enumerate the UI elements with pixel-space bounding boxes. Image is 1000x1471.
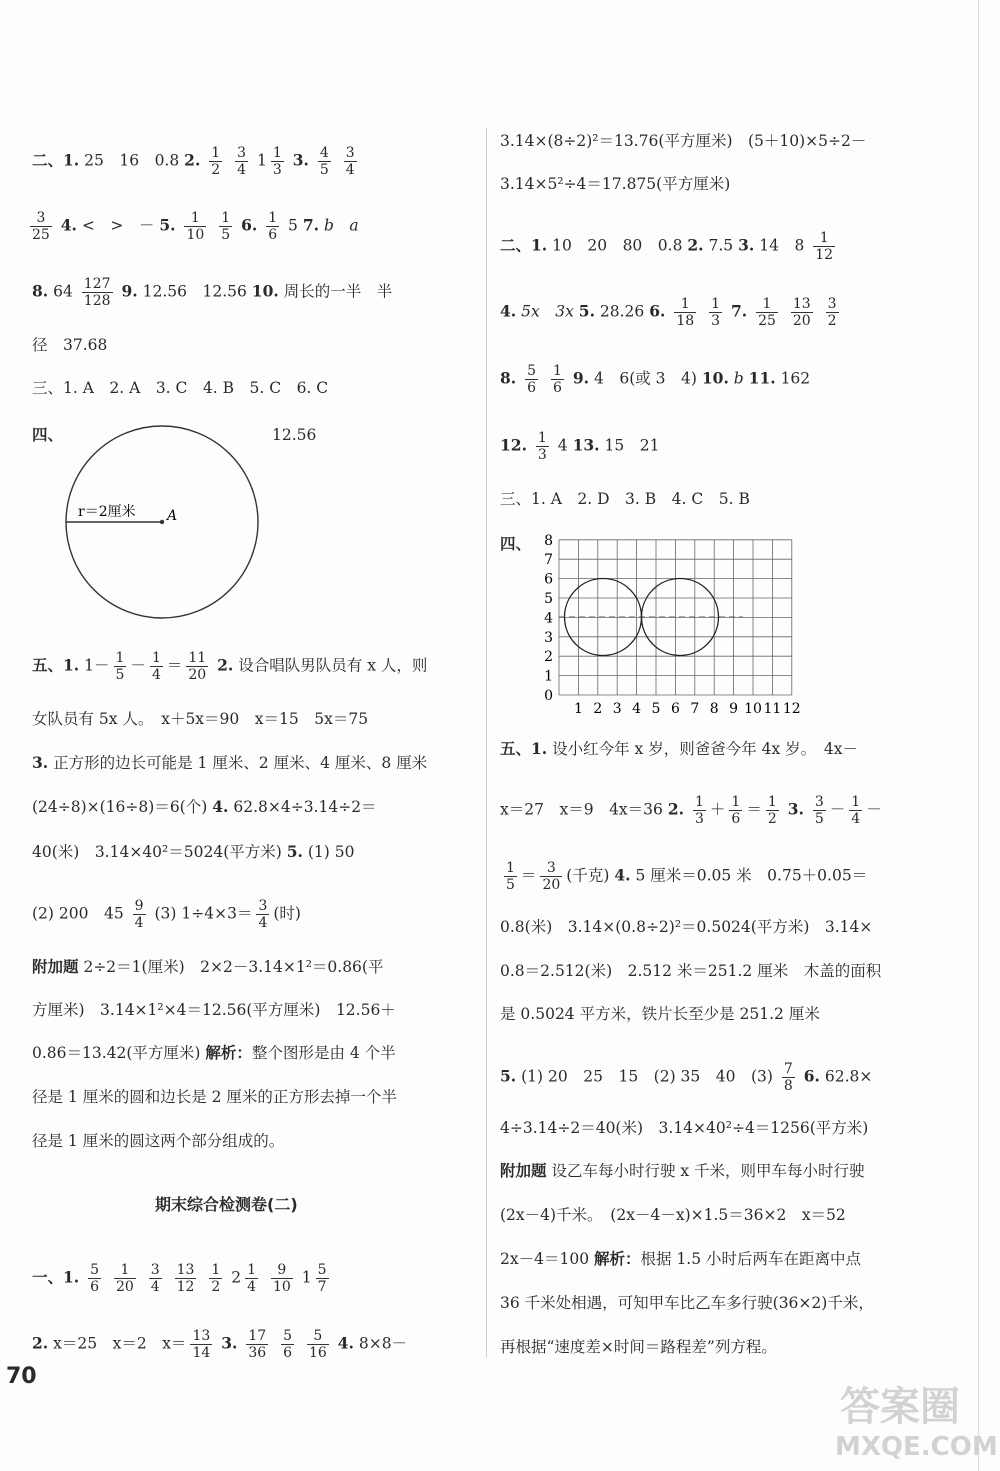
fraction: $\frac{3}{4}$ (258, 898, 268, 931)
fraction: $\frac{7}{8}$ (783, 1061, 793, 1094)
x-tick-label: 11 (763, 701, 782, 717)
answer-text: ＋ (709, 800, 726, 819)
q-label: 2. (184, 150, 201, 170)
q-label: 3. (221, 1333, 238, 1353)
answer-text: － (866, 800, 882, 819)
answer-line: 再根据“速度差×时间＝路程差”列方程。 (500, 1338, 777, 1356)
answer-text: 62.8×4÷3.14÷2＝ (233, 798, 377, 816)
answer-text: 12.56 12.56 (142, 282, 247, 301)
answer-text: 正方形的边长可能是 1 厘米、2 厘米、4 厘米、8 厘米 (53, 754, 428, 772)
x-axis-labels (574, 701, 801, 717)
fraction: $\frac{1}{3}$ (272, 145, 282, 178)
answer-text: x＝27 x＝9 4x＝36 (500, 800, 663, 819)
fraction: $\frac{13}{12}$ (176, 1262, 195, 1295)
answer-line: 36 千米处相遇，可知甲车比乙车多行驶(36×2)千米， (500, 1294, 874, 1312)
radius-label: r＝2厘米 (78, 504, 136, 520)
fraction: $\frac{1}{2}$ (211, 145, 221, 178)
fraction: $\frac{1}{25}$ (758, 296, 776, 329)
fraction: $\frac{1}{20}$ (115, 1262, 134, 1295)
answer-line-5-2 (500, 794, 882, 827)
answer-line-5-3 (32, 752, 427, 774)
answer-text: 25 16 0.8 (84, 151, 180, 170)
fraction: $\frac{127}{128}$ (83, 276, 111, 309)
q-label: 13. (572, 435, 600, 455)
answer-text: (24÷8)×(16÷8)＝6(个) (32, 798, 208, 816)
answer-text: 2÷2＝1(厘米) 2×2－3.14×1²＝0.86(平 (83, 958, 384, 976)
y-axis-labels (544, 533, 553, 704)
answer-line: 3.14×5²÷4＝17.875(平方厘米) (500, 175, 731, 193)
answer-text: 62.8× (824, 1067, 873, 1086)
answer-text: 1 (257, 151, 267, 170)
answer-text: 1 (301, 1268, 312, 1287)
answer-text: 整个图形是由 4 个半 (251, 1044, 396, 1062)
q-label: 7. (730, 301, 748, 321)
fraction: $\frac{4}{5}$ (319, 145, 329, 178)
x-tick-label: 2 (593, 701, 603, 717)
section-title: 期末综合检测卷(二) (155, 1195, 298, 1214)
bonus-label: 附加题 (500, 1161, 547, 1180)
answer-text: 根据 1.5 小时后两车在距离中点 (640, 1250, 862, 1268)
fraction: $\frac{1}{12}$ (815, 230, 834, 263)
x-tick-label: 10 (744, 701, 762, 717)
fraction: $\frac{1}{6}$ (731, 794, 741, 827)
q-label: 6. (649, 301, 666, 321)
y-tick-label: 5 (544, 591, 553, 607)
y-tick-label: 2 (544, 649, 553, 666)
answer-line-5-5 (32, 841, 354, 863)
x-tick-label: 6 (670, 701, 680, 717)
q-label: 5. (286, 842, 303, 861)
q-label: 3. (292, 150, 309, 170)
fraction: $\frac{5}{6}$ (527, 363, 537, 396)
fraction: $\frac{1}{4}$ (151, 650, 161, 683)
x-tick-label: 3 (612, 701, 622, 717)
y-tick-label: 4 (544, 610, 553, 627)
center-point (160, 520, 164, 524)
x-tick-label: 4 (632, 701, 642, 717)
fraction: $\frac{1}{3}$ (694, 794, 704, 827)
answer-line: 径是 1 厘米的圆这两个部分组成的。 (32, 1132, 285, 1150)
fraction: $\frac{9}{10}$ (272, 1262, 291, 1295)
page-number: 70 (6, 1364, 37, 1389)
fraction: $\frac{3}{2}$ (827, 296, 837, 329)
fraction: $\frac{1}{5}$ (506, 860, 515, 893)
answer-line-2-1 (500, 230, 839, 263)
q-label: 3. (32, 753, 49, 772)
answer-line-section-3: 三、1. A 2. A 3. C 4. B 5. C 6. C (32, 379, 329, 397)
q-label: 2. (687, 235, 704, 255)
fraction: $\frac{3}{25}$ (32, 210, 50, 243)
answer-text: 5 厘米＝0.05 米 0.75＋0.05＝ (635, 866, 868, 885)
fraction: $\frac{1}{5}$ (115, 650, 125, 683)
fraction: $\frac{1}{10}$ (186, 210, 205, 243)
answer-text: － (130, 656, 146, 675)
answer-line-section-3: 三、1. A 2. D 3. B 4. C 5. B (500, 490, 750, 508)
answer-text: 8×8－ (358, 1334, 408, 1353)
q-label: 3. (738, 235, 755, 255)
answer-text: x＝25 x＝2 x＝ (53, 1334, 187, 1353)
fraction: $\frac{3}{4}$ (345, 145, 355, 178)
answer-text: b a (323, 216, 359, 235)
q-label: 11. (748, 368, 776, 388)
answer-text: 设合唱队男队员有 x 人，则 (238, 656, 428, 675)
answer-line: 0.8(米) 3.14×(0.8÷2)²＝0.5024(平方米) 3.14× (500, 918, 873, 936)
q-label: 4. (60, 215, 77, 235)
answer-line-2-1 (32, 145, 361, 178)
bonus-line (500, 1160, 865, 1182)
answer-line-5-5 (500, 1061, 872, 1094)
y-tick-label: 7 (544, 552, 553, 569)
answer-text: 2x－4＝100 (500, 1250, 590, 1268)
answer-text: 12.56 (272, 426, 317, 444)
answer-text: < > － (81, 216, 155, 235)
x-tick-label: 9 (729, 701, 739, 717)
answer-line (500, 1248, 861, 1270)
answer-text: 40(米) 3.14×40²＝5024(平方米) (32, 843, 282, 861)
section-4-label: 四、 (500, 534, 532, 553)
answer-text: 15 21 (604, 436, 660, 455)
q-label: 3. (787, 799, 804, 819)
analysis-label: 解析： (205, 1043, 252, 1062)
answer-text: 5 (288, 216, 298, 235)
page-edge (978, 0, 979, 1471)
q-label: 5. (159, 215, 176, 235)
answer-line-2-8 (500, 363, 810, 396)
answer-text: 0.86＝13.42(平方厘米) (32, 1044, 201, 1062)
q-label: 12. (500, 435, 527, 455)
answer-text: 1－ (84, 656, 110, 675)
answer-line: 是 0.5024 平方米，铁片长至少是 251.2 厘米 (500, 1005, 820, 1023)
q-label: 五、1. (32, 655, 80, 675)
answer-text: (千克) (566, 866, 610, 885)
fraction: $\frac{11}{20}$ (188, 650, 207, 683)
q-label: 8. (32, 281, 49, 301)
answer-text: 设乙车每小时行驶 x 千米，则甲车每小时行驶 (551, 1162, 865, 1180)
answer-text: 162 (780, 369, 811, 388)
x-tick-label: 8 (709, 701, 719, 717)
answer-line-5-1 (32, 650, 427, 683)
answer-text: ＝ (520, 866, 537, 885)
q-label: 9. (121, 281, 138, 301)
grid-diagram (522, 530, 801, 720)
q-label: 10. (701, 368, 729, 388)
fraction: $\frac{1}{5}$ (221, 210, 231, 243)
answer-text: 7.5 (708, 236, 734, 255)
answer-text: 5x 3x (521, 302, 574, 321)
fraction: $\frac{1}{3}$ (537, 430, 547, 463)
q-label: 4. (212, 797, 229, 816)
q-label: 4. (614, 865, 631, 885)
answer-text: ＝ (166, 656, 183, 675)
x-tick-label: 1 (573, 701, 583, 717)
fraction: $\frac{1}{18}$ (676, 296, 695, 329)
fraction: $\frac{13}{14}$ (192, 1328, 211, 1361)
answer-line-5-4 (500, 860, 867, 893)
answer-text: 28.26 (599, 302, 645, 321)
answer-text: 4 (557, 436, 568, 455)
fraction: $\frac{1}{4}$ (247, 1262, 257, 1295)
answer-line: 径 37.68 (32, 336, 108, 354)
y-tick-label: 1 (544, 668, 553, 685)
q-label: 7. (302, 215, 320, 235)
q-label: 6. (241, 215, 258, 235)
fraction: $\frac{3}{4}$ (237, 145, 247, 178)
fraction: $\frac{17}{36}$ (248, 1328, 267, 1361)
answer-line-1-2 (32, 1328, 407, 1361)
answer-text: (时) (273, 904, 301, 923)
answer-text: b (733, 369, 744, 388)
q-label: 二、1. (500, 235, 548, 255)
q-label: 5. (500, 1066, 517, 1086)
fraction: $\frac{3}{5}$ (814, 794, 824, 827)
q-label: 5. (578, 301, 595, 321)
fraction: $\frac{13}{20}$ (792, 296, 811, 329)
q-label: 2. (667, 799, 685, 819)
answer-line (32, 1042, 396, 1064)
q-label: 2. (217, 655, 234, 675)
fraction: $\frac{5}{16}$ (308, 1328, 327, 1361)
answer-line: 方厘米) 3.14×1²×4＝12.56(平方厘米) 12.56＋ (32, 1001, 396, 1019)
q-label: 8. (500, 368, 517, 388)
fraction: $\frac{5}{7}$ (317, 1262, 327, 1295)
answer-line-5-5b (32, 898, 301, 931)
answer-text: (1) 50 (307, 843, 355, 861)
x-tick-label: 5 (651, 701, 661, 717)
q-label: 4. (337, 1333, 354, 1353)
answer-line: 径是 1 厘米的圆和边长是 2 厘米的正方形去掉一个半 (32, 1088, 397, 1106)
fraction: $\frac{1}{6}$ (268, 210, 278, 243)
circle-diagram (50, 430, 280, 620)
fraction: $\frac{3}{20}$ (542, 860, 561, 893)
fraction: $\frac{9}{4}$ (134, 898, 144, 931)
answer-line-5-1 (500, 738, 858, 760)
answer-line: (2x－4)千米。 (2x－4－x)×1.5＝36×2 x＝52 (500, 1206, 846, 1224)
answer-line-2-12 (500, 430, 659, 463)
answer-line-2-4 (26, 210, 359, 243)
section-4-label: 四、 (32, 425, 64, 444)
x-tick-label: 7 (690, 701, 700, 717)
answer-line: 4÷3.14÷2＝40(米) 3.14×40²÷4＝1256(平方米) (500, 1119, 869, 1137)
answer-line-1-1 (32, 1262, 333, 1295)
q-label: 2. (32, 1333, 49, 1353)
fraction: $\frac{3}{4}$ (150, 1262, 160, 1295)
fraction: $\frac{1}{2}$ (211, 1262, 221, 1295)
answer-text: (2) 200 45 (32, 904, 124, 923)
point-label: A (167, 508, 178, 524)
answer-text: 10 20 80 0.8 (552, 236, 683, 255)
bonus-label: 附加题 (32, 957, 79, 976)
q-label: 一、1. (32, 1267, 80, 1287)
fraction: $\frac{1}{3}$ (711, 296, 721, 329)
y-tick-label: 3 (544, 629, 553, 646)
q-label: 10. (251, 281, 279, 301)
q-label: 4. (500, 301, 517, 321)
q-label: 五、1. (500, 739, 548, 758)
q-label: 9. (572, 368, 590, 388)
y-tick-label: 8 (544, 532, 553, 549)
answer-text: 4 6(或 3 4) (593, 369, 697, 388)
fraction: $\frac{1}{2}$ (767, 794, 777, 827)
y-tick-label: 0 (544, 688, 553, 704)
fraction: $\frac{1}{6}$ (552, 363, 562, 396)
answer-line: 3.14×(8÷2)²＝13.76(平方厘米) (5＋10)×5÷2－ (500, 132, 867, 150)
answer-text: ＝ (746, 800, 762, 819)
q-label: 6. (803, 1066, 820, 1086)
answer-text: － (829, 800, 846, 819)
fraction: $\frac{5}{6}$ (90, 1262, 100, 1295)
answer-text: 设小红今年 x 岁，则爸爸今年 4x 岁。 4x－ (552, 740, 859, 758)
x-tick-label: 12 (782, 701, 801, 717)
fraction: $\frac{1}{4}$ (851, 794, 861, 827)
watermark-logo: 答案圈 (840, 1384, 960, 1430)
answer-text: (1) 20 25 15 (2) 35 40 (3) (521, 1067, 773, 1086)
answer-line: 0.8＝2.512(米) 2.512 米＝251.2 厘米 木盖的面积 (500, 962, 882, 980)
y-tick-label: 6 (544, 571, 553, 588)
answer-text: (3) 1÷4×3＝ (154, 904, 253, 923)
fraction: $\frac{5}{6}$ (283, 1328, 293, 1361)
answer-line-2-8 (32, 276, 392, 309)
bonus-line (32, 956, 383, 978)
column-divider (486, 128, 487, 1358)
q-label: 二、1. (32, 150, 80, 170)
answer-line-5-4 (32, 796, 377, 818)
answer-text: 64 (53, 282, 73, 301)
answer-line-2-4 (500, 296, 843, 329)
watermark-url: MXQE.COM (835, 1432, 998, 1462)
answer-text: 周长的一半 半 (283, 282, 393, 301)
answer-text: 14 8 (759, 236, 805, 255)
answer-text: 2 (231, 1268, 242, 1287)
analysis-label: 解析： (594, 1249, 641, 1268)
answer-line: 女队员有 5x 人。 x＋5x＝90 x＝15 5x＝75 (32, 710, 369, 728)
